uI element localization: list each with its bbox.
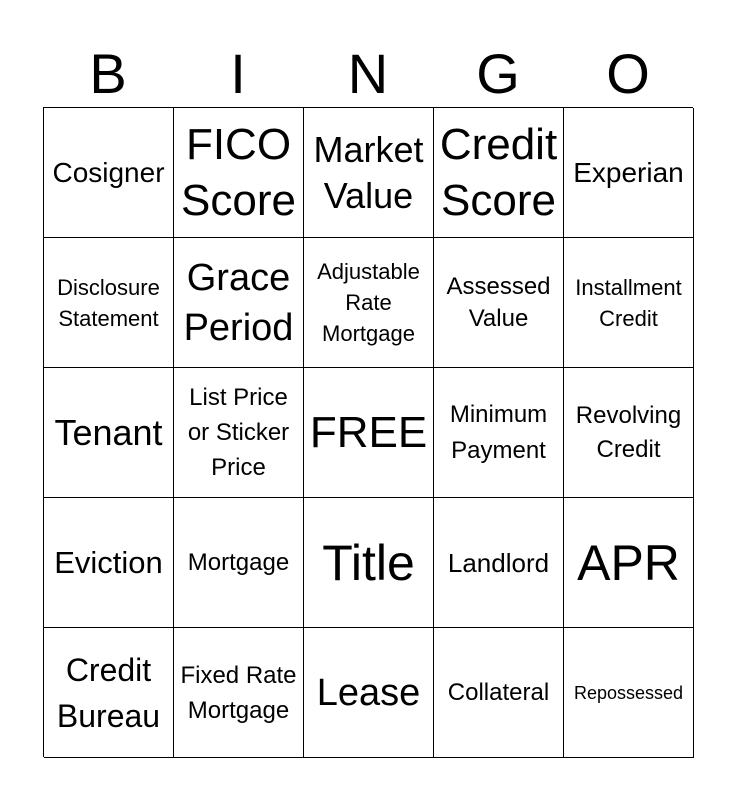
bingo-cell[interactable]: [174, 368, 304, 498]
bingo-cell[interactable]: [564, 368, 694, 498]
cell-text: Tenant: [54, 411, 163, 453]
bingo-cell[interactable]: [174, 628, 304, 758]
bingo-cell[interactable]: [304, 368, 434, 498]
bingo-cell[interactable]: [564, 108, 694, 238]
bingo-cell[interactable]: [434, 238, 564, 368]
bingo-cell[interactable]: [44, 368, 174, 498]
bingo-cell[interactable]: [304, 238, 434, 368]
header-letter-n: N: [347, 42, 389, 105]
header-letter-b: B: [89, 42, 127, 105]
bingo-cell[interactable]: [434, 628, 564, 758]
header-letter-g: G: [476, 42, 520, 105]
cell-text: Revolving Credit: [575, 401, 682, 463]
bingo-cell[interactable]: [174, 238, 304, 368]
bingo-cell[interactable]: [304, 628, 434, 758]
bingo-card-grid: [43, 107, 693, 757]
bingo-cell[interactable]: [304, 108, 434, 238]
header-letter-o: O: [606, 42, 650, 105]
bingo-cell[interactable]: [564, 498, 694, 628]
bingo-cell[interactable]: [44, 628, 174, 758]
cell-text: Collateral: [447, 678, 550, 706]
cell-text: Repossessed: [573, 682, 684, 703]
cell-text: Market Value: [313, 128, 424, 216]
cell-text: Adjustable Rate Mortgage: [317, 259, 420, 346]
cell-text: Minimum Payment: [449, 400, 548, 464]
cell-text: Disclosure Statement: [57, 274, 160, 331]
cell-text: Installment Credit: [575, 274, 682, 331]
cell-text: Eviction: [54, 544, 163, 580]
cell-text: Landlord: [447, 547, 550, 578]
bingo-cell[interactable]: [434, 498, 564, 628]
bingo-cell[interactable]: [434, 368, 564, 498]
cell-text: FICO Score: [181, 119, 296, 225]
cell-text: Title: [322, 534, 415, 591]
bingo-cell[interactable]: [304, 498, 434, 628]
cell-text: Credit Score: [439, 119, 558, 225]
bingo-header: [43, 42, 693, 106]
cell-text: Fixed Rate Mortgage: [180, 661, 297, 724]
bingo-cell[interactable]: [564, 628, 694, 758]
bingo-cell[interactable]: [44, 108, 174, 238]
header-letter-i: I: [230, 42, 246, 105]
cell-text: FREE: [309, 407, 428, 457]
bingo-cell[interactable]: [174, 108, 304, 238]
bingo-cell[interactable]: [564, 238, 694, 368]
bingo-cell[interactable]: [174, 498, 304, 628]
cell-text: APR: [577, 534, 680, 591]
cell-text: Experian: [573, 156, 684, 188]
bingo-cell[interactable]: [434, 108, 564, 238]
cell-text: List Price or Sticker Price: [187, 384, 290, 481]
cell-text: Grace Period: [183, 256, 294, 349]
cell-text: Lease: [316, 671, 421, 714]
cell-text: Mortgage: [187, 548, 290, 576]
bingo-cell[interactable]: [44, 238, 174, 368]
cell-text: Credit Bureau: [56, 651, 161, 734]
cell-text: Assessed Value: [446, 272, 551, 332]
bingo-cell[interactable]: [44, 498, 174, 628]
cell-text: Cosigner: [52, 156, 165, 188]
